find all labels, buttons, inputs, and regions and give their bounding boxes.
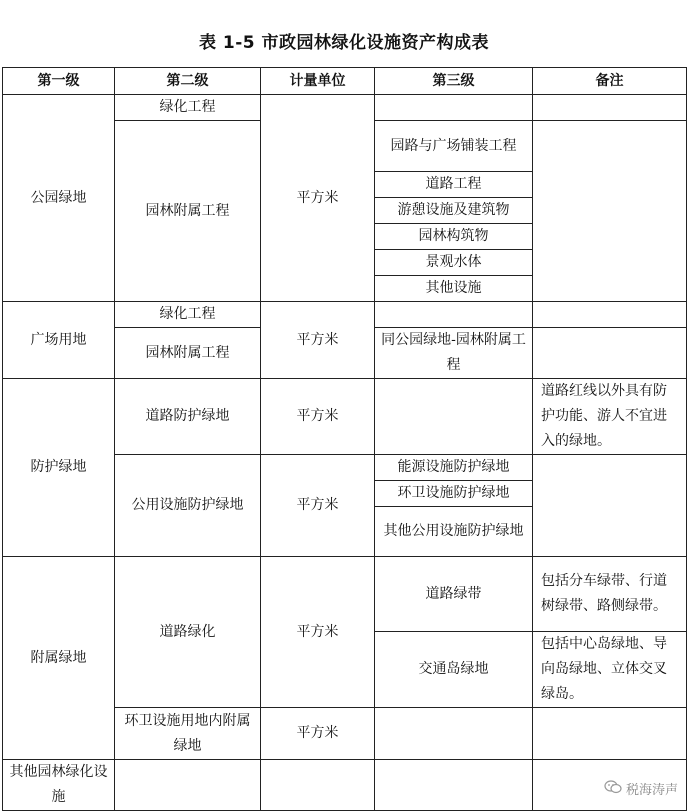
cell-level3 <box>375 95 533 121</box>
cell-note <box>533 121 687 302</box>
cell-level2: 公用设施防护绿地 <box>115 455 261 557</box>
cell-level3: 道路工程 <box>375 172 533 198</box>
cell-level3: 景观水体 <box>375 250 533 276</box>
wechat-icon <box>604 780 622 798</box>
cell-note <box>533 328 687 379</box>
cell-level2: 道路防护绿地 <box>115 379 261 455</box>
cell-unit: 平方米 <box>261 95 375 302</box>
watermark <box>604 779 678 798</box>
cell-note: 包括分车绿带、行道树绿带、路侧绿带。 <box>533 557 687 632</box>
cell-level3: 游憩设施及建筑物 <box>375 198 533 224</box>
cell-note: 道路红线以外具有防护功能、游人不宜进入的绿地。 <box>533 379 687 455</box>
cell-unit <box>261 760 375 811</box>
cell-level3: 能源设施防护绿地 <box>375 455 533 481</box>
cell-note <box>533 708 687 760</box>
cell-level3: 同公园绿地-园林附属工程 <box>375 328 533 379</box>
cell-level1: 附属绿地 <box>3 557 115 760</box>
header-level1: 第一级 <box>3 68 115 95</box>
cell-note <box>533 302 687 328</box>
header-row <box>3 68 687 95</box>
header-unit: 计量单位 <box>261 68 375 95</box>
cell-level3 <box>375 379 533 455</box>
cell-level2: 环卫设施用地内附属绿地 <box>115 708 261 760</box>
cell-level3 <box>375 708 533 760</box>
cell-level3: 交通岛绿地 <box>375 632 533 708</box>
cell-level3: 道路绿带 <box>375 557 533 632</box>
cell-unit: 平方米 <box>261 455 375 557</box>
cell-note: 包括中心岛绿地、导向岛绿地、立体交叉绿岛。 <box>533 632 687 708</box>
cell-unit: 平方米 <box>261 557 375 708</box>
cell-level2: 绿化工程 <box>115 95 261 121</box>
table-row <box>3 379 687 455</box>
table-row <box>3 557 687 632</box>
cell-level1: 防护绿地 <box>3 379 115 557</box>
table-row <box>3 95 687 121</box>
table-title: 表 1-5 市政园林绿化设施资产构成表 <box>198 33 490 53</box>
cell-level2: 道路绿化 <box>115 557 261 708</box>
cell-note <box>533 95 687 121</box>
table-row <box>3 760 687 811</box>
header-level3: 第三级 <box>375 68 533 95</box>
cell-level3 <box>375 760 533 811</box>
cell-level3: 环卫设施防护绿地 <box>375 481 533 507</box>
cell-level3: 其他公用设施防护绿地 <box>375 507 533 557</box>
cell-level3: 园路与广场铺装工程 <box>375 121 533 172</box>
cell-level1: 公园绿地 <box>3 95 115 302</box>
cell-unit: 平方米 <box>261 708 375 760</box>
cell-level3 <box>375 302 533 328</box>
cell-note <box>533 455 687 557</box>
watermark-text: 税海涛声 <box>625 783 678 798</box>
cell-level3: 其他设施 <box>375 276 533 302</box>
cell-level1: 广场用地 <box>3 302 115 379</box>
cell-unit: 平方米 <box>261 302 375 379</box>
cell-level2: 园林附属工程 <box>115 328 261 379</box>
cell-level2: 绿化工程 <box>115 302 261 328</box>
cell-unit: 平方米 <box>261 379 375 455</box>
header-note: 备注 <box>533 68 687 95</box>
cell-level3: 园林构筑物 <box>375 224 533 250</box>
table-row <box>3 302 687 328</box>
cell-level1: 其他园林绿化设施 <box>3 760 115 811</box>
asset-table <box>2 67 687 811</box>
header-level2: 第二级 <box>115 68 261 95</box>
cell-level2: 园林附属工程 <box>115 121 261 302</box>
cell-level2 <box>115 760 261 811</box>
